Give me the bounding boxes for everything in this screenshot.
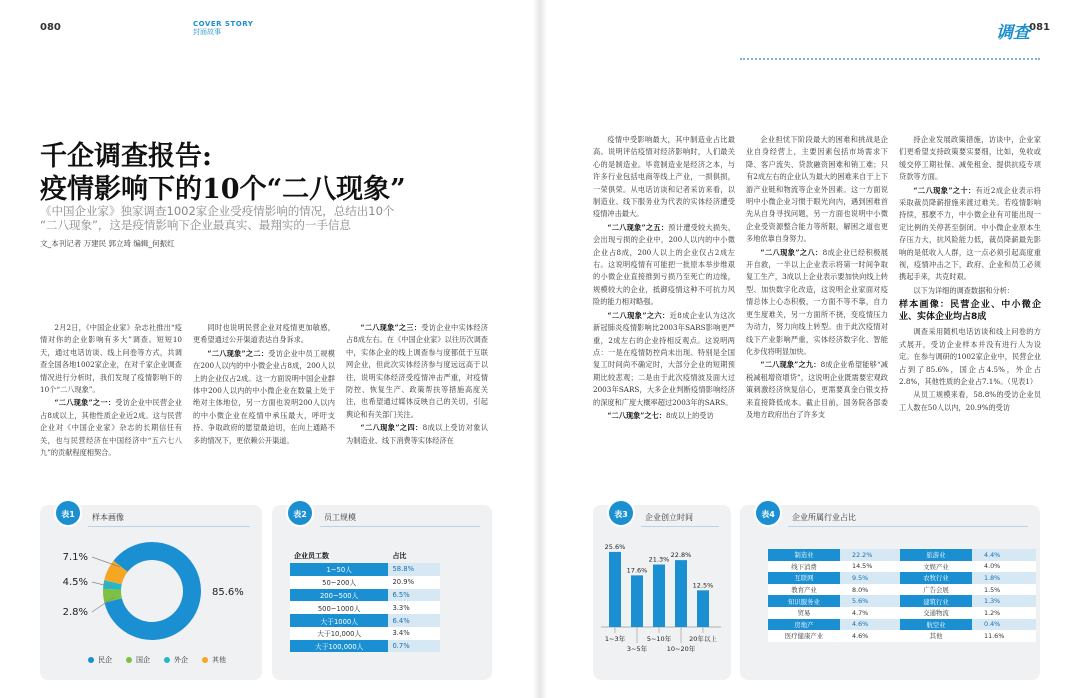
legend-label: 民企 (98, 656, 112, 664)
article-title-line2: 疫情影响下的10个“二八现象” (40, 174, 406, 205)
dotted-rule (740, 58, 1040, 60)
industry-name: 贸易 (768, 607, 840, 619)
article-subtitle-line2: “二八现象”，这是疫情影响下企业最真实、最翔实的一手信息 (40, 218, 351, 232)
bar-category-label-3: 10~20年 (666, 645, 696, 653)
body-column-r1 (593, 134, 735, 474)
industry-share: 1.3% (972, 595, 1036, 607)
industry-name: 线下消费 (768, 561, 840, 573)
table1-title: 样本画像 (92, 513, 124, 522)
donut-chart (40, 505, 262, 680)
body-column-l1 (40, 322, 182, 472)
industry-name: 制造业 (768, 549, 840, 561)
body-paragraph (746, 134, 888, 246)
body-paragraph (346, 322, 488, 421)
article-title-line1: 千企调查报告: (40, 141, 212, 172)
article-subtitle (40, 204, 510, 232)
bar-category-label-2: 5~10年 (646, 635, 672, 643)
body-paragraph (746, 247, 888, 359)
table2-title-rule (320, 526, 480, 527)
bar-value-label-2: 21.3% (648, 555, 670, 564)
survey-logo: 调查 (996, 23, 1030, 43)
industry-name: 旅游业 (900, 549, 972, 561)
employee-share-cell: 3.3% (388, 601, 440, 614)
legend-label: 外企 (174, 656, 188, 664)
list-item (900, 561, 1036, 573)
body-paragraph (193, 322, 335, 347)
table-row (290, 640, 440, 653)
paragraph-text: 近8成企业认为这次新冠肺炎疫情影响比2003年SARS影响更严重，2成左右的企业持相反观点。这说明两点：一是在疫情防控尚未出现、特别是全国复工时间尚不确定时，大部分企业的短期预期比较悲观；二是由于此次疫情波及面大过2003年SARS，大多企业判断疫情影响经济的深度和广度大概率超过2003年的SARS。 (593, 310, 735, 407)
paragraph-lead: “二八现象”之七： (607, 410, 666, 420)
body-paragraph (593, 410, 735, 422)
legend-dot (202, 657, 208, 663)
donut-legend (88, 655, 226, 665)
body-column-l2 (193, 322, 335, 472)
list-item (900, 572, 1036, 584)
industry-list-left (768, 549, 904, 642)
founding-time-bar-chart (593, 505, 731, 680)
list-item (900, 607, 1036, 619)
paragraph-lead: “二八现象”之八： (760, 247, 823, 257)
table4-panel (740, 505, 1040, 680)
list-item (900, 549, 1036, 561)
industry-share: 0.4% (972, 619, 1036, 631)
paragraph-lead: “二八现象”之四： (360, 423, 423, 433)
table1-badge: 表1 (54, 499, 82, 527)
table3-badge: 表3 (607, 499, 635, 527)
industry-list-right (900, 549, 1036, 642)
page-gutter (533, 0, 547, 698)
bar-0 (609, 552, 621, 627)
industry-share: 4.6% (840, 630, 904, 642)
bar-3 (675, 560, 687, 627)
table4-badge: 表4 (754, 499, 782, 527)
employee-size-cell: 1~50人 (290, 563, 388, 576)
legend-label: 国企 (136, 656, 150, 664)
bar-1 (631, 575, 643, 627)
donut-label-3: 7.1% (62, 552, 88, 563)
industry-share: 1.8% (972, 572, 1036, 584)
employee-share-cell: 58.8% (388, 563, 440, 576)
body-paragraph (593, 310, 735, 409)
paragraph-text: 受访企业中民营企业占8成以上，其他性质企业近2成。这与民营企业对《中国企业家》杂志的长期信任有关，也与民营经济在中国经济中“五六七八九”的贡献程度相契合。 (40, 398, 182, 458)
employee-size-cell: 200~500人 (290, 589, 388, 602)
paragraph-lead: “二八现象”之五： (607, 222, 669, 232)
table-row (290, 627, 440, 640)
body-column-r3 (899, 134, 1041, 474)
paragraph-text: 持企业发展政策措施，访谈中，企业家们更希望支持政策要实要细，比如，免收或缓交停工期社保、减免租金、提供抗疫专项贷款等方面。 (899, 135, 1041, 182)
paragraph-text: 8成企业希望能够“减税减租增资增贷”，这说明企业既需要宏观政策刺激经济恢复信心，更需要真金白银支持来直接降低成本。截止目前，国务院各部委及地方政府出台了许多支 (746, 360, 888, 419)
industry-name: 医疗健康产业 (768, 630, 840, 642)
legend-dot (126, 657, 132, 663)
list-item (768, 584, 904, 596)
employee-size-cell: 500~1000人 (290, 601, 388, 614)
industry-share: 4.0% (972, 561, 1036, 573)
employee-share-cell: 3.4% (388, 627, 440, 640)
bar-2 (653, 565, 665, 627)
paragraph-text: 调查采用随机电话访谈和线上问卷的方式展开，受访企业样本并没有进行人为设定。在参与调研的1002家企业中，民营企业占到了85.6%，国企占4.5%，外企占2.8%，其他性质的企业占7.1%。（见表1） (899, 327, 1041, 386)
industry-share: 11.6% (972, 630, 1036, 642)
section-tag-cn: 封面故事 (193, 28, 221, 37)
table-row (290, 614, 440, 627)
paragraph-text: 8成以上受访对象认为制造业、线下消费等实体经济在 (346, 423, 488, 445)
page-number-left: 080 (40, 22, 61, 33)
industry-share: 4.4% (972, 549, 1036, 561)
body-paragraph (593, 134, 735, 221)
table-row (290, 563, 440, 576)
industry-name: 其他 (900, 630, 972, 642)
body-paragraph (899, 134, 1041, 184)
employee-share-cell: 20.9% (388, 576, 440, 589)
section-heading: 样本画像：民营企业、中小微企业、实体企业均占8成 (899, 300, 1041, 323)
list-item (900, 595, 1036, 607)
body-paragraph (899, 389, 1041, 414)
industry-name: 文娱产业 (900, 561, 972, 573)
list-item (768, 595, 904, 607)
bar-category-label-4: 20年以上 (689, 635, 717, 643)
employee-size-cell: 大于100,000人 (290, 640, 388, 653)
industry-share: 1.2% (972, 607, 1036, 619)
industry-share: 14.5% (840, 561, 904, 573)
paragraph-lead: “二八现象”之三： (360, 323, 422, 332)
industry-share: 4.7% (840, 607, 904, 619)
list-item (768, 619, 904, 631)
table3-title: 企业创立时间 (645, 513, 693, 522)
industry-share: 9.5% (840, 572, 904, 584)
body-paragraph (40, 397, 182, 459)
bar-value-label-1: 17.6% (626, 566, 648, 575)
article-subtitle-line1: 《中国企业家》独家调查1002家企业受疫情影响的情况，总结出10个 (40, 204, 395, 218)
list-item (768, 572, 904, 584)
donut-label-0: 85.6% (212, 587, 244, 598)
table-row (290, 589, 440, 602)
paragraph-text: 2月2日，《中国企业家》杂志社推出“疫情对你的企业影响有多大”调查。短短10天，通过电话访谈、线上问卷等方式，共调查全国各地1002家企业，在对千家企业调查情况进行分析时，我们发现了疫情影响下的10个“二八现象”。 (40, 323, 182, 395)
body-paragraph (193, 348, 335, 447)
paragraph-text: 从员工规模来看，58.8%的受访企业员工人数在50人以内，20.9%的受访 (899, 390, 1041, 412)
table2-title: 员工规模 (324, 513, 356, 522)
paragraph-text: 同时也说明民营企业对疫情更加敏感，更希望通过公开渠道表达自身诉求。 (193, 323, 335, 345)
legend-dot (164, 657, 170, 663)
paragraph-lead: “二八现象”之十： (913, 185, 976, 195)
industry-share: 1.5% (972, 584, 1036, 596)
donut-label-1: 4.5% (62, 577, 88, 588)
section-tag (193, 20, 253, 36)
body-paragraph (899, 185, 1041, 284)
bar-category-label-1: 3~5年 (626, 645, 648, 653)
list-item (900, 619, 1036, 631)
byline: 文_本刊记者 万建民 郭立琦 编辑_何振红 (40, 239, 175, 248)
body-column-r2 (746, 134, 888, 474)
list-item (768, 630, 904, 642)
donut-slice-0 (113, 551, 192, 631)
legend-label: 其他 (212, 656, 226, 664)
legend-dot (88, 657, 94, 663)
paragraph-text: 受访企业中员工规模在200人以内的中小微企业占8成，200人以上的企业仅占2成。这一方面说明中国企业群体中200人以内的中小微企业在数量上处于绝对主体地位，另一方面也说明200人以内的中小微企业在疫情中承压最大，呼吁支持、争取政府的愿望最迫切，在向上通路不多的情况下，更依赖公开渠道。 (193, 348, 335, 445)
page-number-right: 081 (1029, 22, 1050, 33)
industry-name: 航空业 (900, 619, 972, 631)
bar-value-label-4: 12.5% (692, 581, 714, 590)
body-paragraph (899, 285, 1041, 297)
paragraph-text: 有近2成企业表示将采取裁员降薪措施来渡过难关。若疫情影响持续，那麽不力，中小微企业有可能出现一定比例的关停甚至倒闭。中小微企业原本生存压力大，抗风险能力低，裁员降薪最先影响的是低收入人群，这一点必须引起高度重视，疫情冲击之下，政府、企业和员工必须携起手来，共克时艰。 (899, 185, 1041, 282)
bar-4 (697, 590, 709, 627)
table4-title: 企业所属行业占比 (792, 513, 856, 522)
employee-size-cell: 大于1000人 (290, 614, 388, 627)
industry-name: 教育产业 (768, 584, 840, 596)
paragraph-lead: “二八现象”之一： (54, 398, 116, 408)
legend-item (88, 655, 112, 665)
donut-slice-1 (112, 589, 113, 600)
paragraph-text: 8成以上的受访 (665, 410, 714, 420)
table2-badge: 表2 (286, 499, 314, 527)
industry-share: 8.0% (840, 584, 904, 596)
paragraph-lead: “二八现象”之九： (760, 360, 821, 370)
list-item (768, 549, 904, 561)
employee-share-cell: 6.5% (388, 589, 440, 602)
table4-title-rule (788, 526, 1028, 527)
paragraph-text: 以下为详细的调查数据和分析： (913, 285, 1015, 295)
legend-item (164, 655, 188, 665)
paragraph-text: 8成企业已经积极展开自救，一半以上企业表示将第一时间争取复工生产，3成以上企业表示要加快向线上转型、加快数字化改造，这说明企业家面对疫情总体上心态积极，一方面不等不靠，自力更生度难关，另一方面所不挠，变疫情压力为动力，努力向线上转型。由于此次疫情对线下产业影响严重，实体经济数字化、智能化步伐将明显加快。 (746, 247, 888, 356)
table1-panel (40, 505, 262, 680)
employee-size-cell: 50~200人 (290, 576, 388, 589)
bar-value-label-3: 22.8% (670, 551, 692, 560)
article-title (40, 140, 510, 206)
bar-category-label-0: 1~3年 (604, 635, 626, 643)
table-row (290, 601, 440, 614)
industry-name: 房地产 (768, 619, 840, 631)
body-paragraph (746, 359, 888, 421)
employee-share-cell: 0.7% (388, 640, 440, 653)
table-row (290, 576, 440, 589)
list-item (900, 630, 1036, 642)
paragraph-text: 疫情中受影响最大，其中制造业占比最高。说明评估疫情对经济影响时，人们最关心的是制造业。毕竟制造业是经济之本，与许多行业包括电商等线上产业，一损俱损，一荣俱荣。从电话访谈和记者采访来看，以制造业、线下服务业为代表的实体经济遭受疫情冲击最大。 (593, 135, 735, 219)
donut-slice-3 (113, 566, 121, 582)
list-item (768, 561, 904, 573)
body-paragraph (899, 326, 1041, 388)
industry-name: 交通物流 (900, 607, 972, 619)
table3-panel (593, 505, 731, 680)
employee-size-cell: 大于10,000人 (290, 627, 388, 640)
industry-share: 5.6% (840, 595, 904, 607)
bar-value-label-0: 25.6% (604, 542, 626, 551)
industry-name: 互联网 (768, 572, 840, 584)
employee-size-header: 企业员工数 (294, 552, 329, 560)
legend-item (202, 655, 226, 665)
industry-name: 农牧行业 (900, 572, 972, 584)
industry-name: 广告会展 (900, 584, 972, 596)
list-item (768, 607, 904, 619)
table2-panel (272, 505, 492, 680)
employee-size-table (290, 549, 440, 652)
industry-name: 建筑行业 (900, 595, 972, 607)
industry-name: 知识服务业 (768, 595, 840, 607)
body-paragraph (346, 422, 488, 447)
paragraph-text: 受访企业中实体经济占8成左右。在《中国企业家》以往历次调查中，实体企业的线上调查参与度都低于互联网企业，但此次实体经济参与度远远高于以往，说明实体经济受疫情冲击严重，对疫情防控、恢复生产、政策帮扶等措施高度关注，也希望通过媒体反映自己的关切，引起舆论和有关部门关注。 (346, 323, 488, 419)
employee-share-cell: 6.4% (388, 614, 440, 627)
paragraph-lead: “二八现象”之二： (207, 348, 269, 358)
section-tag-en: COVER STORY (193, 20, 254, 28)
paragraph-text: 企业担忧下阶段最大的困难和挑战是企业自身经营上，主要因素包括市场需求下降、客户流失、贷款融资困难和销工难；只有2成左右的企业认为最大的困难来自于上下游产业链和物流等企业外因素。这一方面说明中小微企业习惯于眼光向内，遇到困难首先从自身寻找问题，另一方面也说明中小微企业受资源整合能力等所限，解困之道也更多地依靠自身努力。 (746, 135, 888, 244)
body-column-l3 (346, 322, 488, 472)
paragraph-text: 预计遭受较大损失、会出现亏损的企业中，200人以内的中小微企业占8成，200人以上的企业仅占2成左右。这说明疫情有可能把一批原本举步维艰的小微企业直接推到亏损乃至死亡的边缘，规模较大的企业，抵御疫情这种不可抗力风险的能力相对略强。 (593, 222, 735, 307)
industry-share: 4.6% (840, 619, 904, 631)
paragraph-lead: “二八现象”之六： (607, 310, 670, 320)
body-paragraph (40, 322, 182, 396)
donut-label-2: 2.8% (62, 607, 88, 618)
legend-item (126, 655, 150, 665)
industry-share: 22.2% (840, 549, 904, 561)
list-item (900, 584, 1036, 596)
body-paragraph (593, 222, 735, 309)
donut-slice-2 (112, 582, 113, 589)
employee-share-header: 占比 (392, 552, 407, 560)
